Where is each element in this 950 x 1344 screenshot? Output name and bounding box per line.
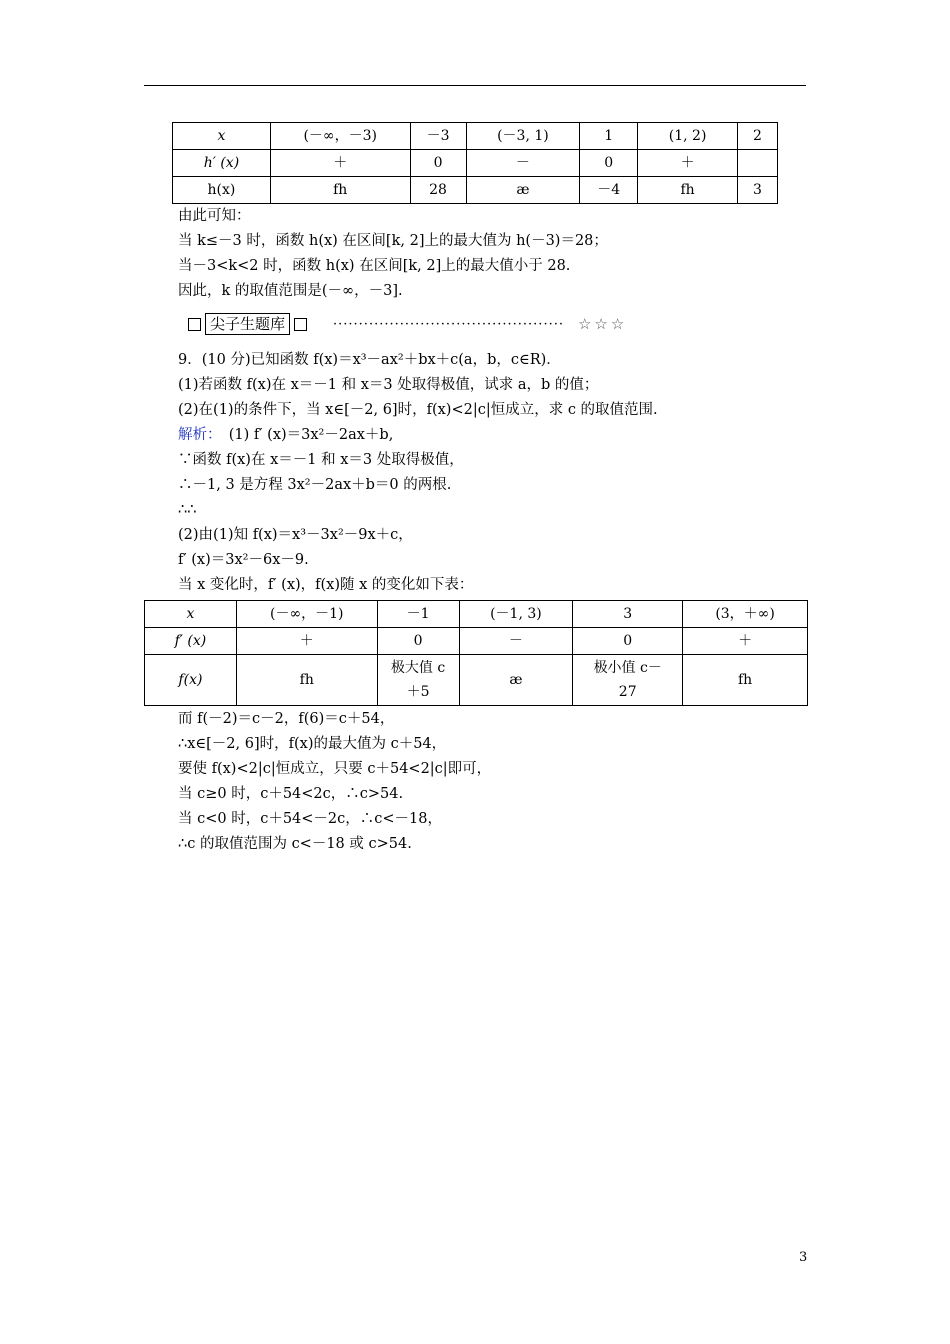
table-row	[173, 150, 778, 177]
table-cell: (－∞，－3)	[270, 123, 410, 150]
square-icon	[188, 318, 201, 331]
table-cell: fh	[236, 655, 377, 706]
solution-line: 当 x 变化时，f′ (x)，f(x)随 x 的变化如下表：	[178, 577, 474, 593]
table-cell: 3	[738, 177, 778, 204]
table-cell: 2	[738, 123, 778, 150]
table-cell: (－1, 3)	[459, 601, 573, 628]
table-cell: h′ (x)	[173, 150, 271, 177]
derivative-table-f	[144, 600, 808, 706]
table-cell: f(x)	[145, 655, 237, 706]
table-cell: x	[145, 601, 237, 628]
table-cell: ＋	[638, 150, 738, 177]
solution-line: (2)由(1)知 f(x)＝x³－3x²－9x＋c，	[178, 527, 413, 543]
table-row	[145, 628, 808, 655]
table-row	[173, 123, 778, 150]
problem-line: 9．(10 分)已知函数 f(x)＝x³－ax²＋bx＋c(a，b，c∈R)．	[178, 352, 561, 368]
table-cell: －1	[377, 601, 459, 628]
table-cell: －4	[580, 177, 638, 204]
solution-line: ∵函数 f(x)在 x＝－1 和 x＝3 处取得极值，	[178, 452, 464, 468]
solution-line: 而 f(－2)＝c－2，f(6)＝c＋54，	[178, 711, 395, 727]
problem-line: (2)在(1)的条件下，当 x∈[－2, 6]时，f(x)<2|c|恒成立，求 c 的取值范围.	[178, 402, 658, 418]
table-row	[173, 177, 778, 204]
table-cell: x	[173, 123, 271, 150]
table-cell: 1	[580, 123, 638, 150]
text-line: 当 k≤－3 时，函数 h(x) 在区间[k, 2]上的最大值为 h(－3)＝28；	[178, 233, 608, 249]
table-row	[145, 655, 808, 706]
problem-line: (1)若函数 f(x)在 x＝－1 和 x＝3 处取得极值，试求 a，b 的值；	[178, 377, 599, 393]
table-cell: －3	[410, 123, 466, 150]
page-number: 3	[799, 1250, 808, 1265]
text-line: 由此可知：	[178, 208, 251, 224]
table-cell: ＋	[270, 150, 410, 177]
leader-dots: ·············································	[333, 316, 564, 332]
solution-line: 当 c<0 时，c＋54<－2c，∴c<－18，	[178, 811, 443, 827]
table-row	[145, 601, 808, 628]
solution-line: ∴∴	[178, 502, 197, 518]
solution-line: 要使 f(x)<2|c|恒成立，只要 c＋54<2|c|即可，	[178, 761, 492, 777]
solution-text: (1) f′ (x)＝3x²－2ax＋b,	[214, 427, 394, 443]
derivative-table-h	[172, 122, 778, 204]
banner-title: 尖子生题库	[205, 313, 290, 335]
table-cell: 3	[573, 601, 683, 628]
solution-line: 当 c≥0 时，c＋54<2c，∴c>54.	[178, 786, 404, 802]
solution-line: f′ (x)＝3x²－6x－9.	[178, 552, 309, 568]
table-cell: (－3, 1)	[466, 123, 580, 150]
solution-line: ∴－1, 3 是方程 3x²－2ax＋b＝0 的两根.	[178, 477, 452, 493]
table-cell: (－∞，－1)	[236, 601, 377, 628]
table-cell	[738, 150, 778, 177]
table-cell: 0	[580, 150, 638, 177]
table-cell: 0	[573, 628, 683, 655]
section-banner	[184, 312, 627, 336]
table-cell: f′ (x)	[145, 628, 237, 655]
table-cell: æ	[459, 655, 573, 706]
solution-label: 解析：	[178, 427, 215, 443]
table-cell: æ	[466, 177, 580, 204]
table-cell: fh	[638, 177, 738, 204]
table-cell: 极小值 c－ 27	[573, 655, 683, 706]
table-cell: 0	[410, 150, 466, 177]
table-cell: ＋	[236, 628, 377, 655]
table-cell: 0	[377, 628, 459, 655]
table-cell: fh	[270, 177, 410, 204]
table-cell: 极大值 c ＋5	[377, 655, 459, 706]
header-rule	[144, 85, 806, 86]
solution-line: ∴x∈[－2, 6]时，f(x)的最大值为 c＋54，	[178, 736, 447, 752]
table-cell: (1, 2)	[638, 123, 738, 150]
table-cell: (3，＋∞)	[683, 601, 808, 628]
square-icon	[294, 318, 307, 331]
table-cell: h(x)	[173, 177, 271, 204]
solution-line: ∴c 的取值范围为 c<－18 或 c>54.	[178, 836, 412, 852]
table-cell: ＋	[683, 628, 808, 655]
text-line: 当－3<k<2 时，函数 h(x) 在区间[k, 2]上的最大值小于 28.	[178, 258, 571, 274]
table-cell: －	[466, 150, 580, 177]
table-cell: －	[459, 628, 573, 655]
difficulty-stars: ☆☆☆	[577, 315, 628, 333]
solution-line	[178, 425, 393, 445]
table-cell: 28	[410, 177, 466, 204]
table-cell: fh	[683, 655, 808, 706]
text-line: 因此，k 的取值范围是(－∞，－3].	[178, 283, 403, 299]
